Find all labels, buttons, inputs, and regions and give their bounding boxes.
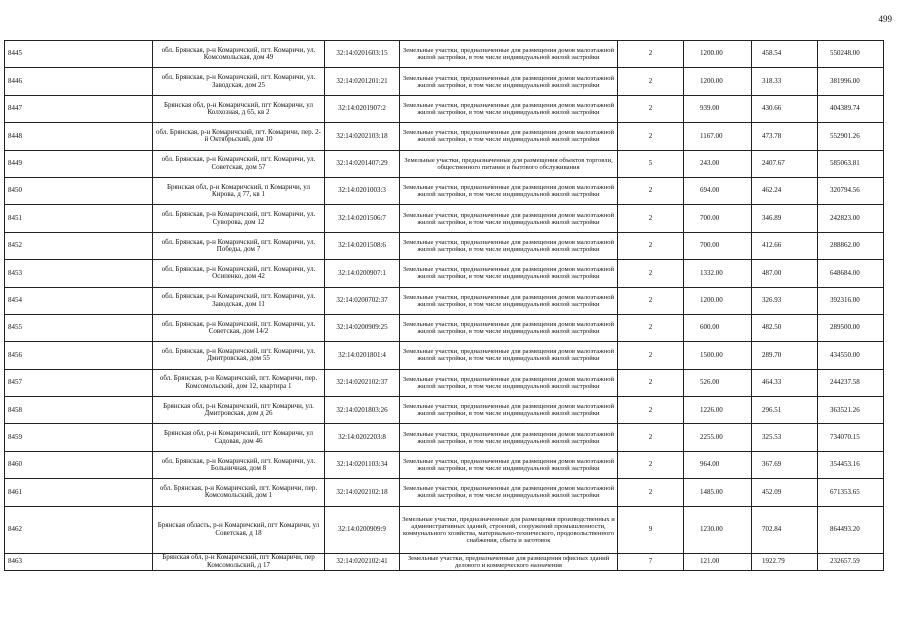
specific-value-cell: 473.78 [752,123,818,150]
cadastral-value-cell: 320794.56 [818,177,884,204]
address-cell: Брянская область, р-н Комаричский, пгт Комаричи, ул Советская, д 18 [153,506,325,553]
cadastral-number-cell: 32:14:0201103:34 [325,451,400,478]
area-cell: 121.00 [684,553,752,570]
use-group-cell: 2 [618,287,684,314]
row-number-cell: 8461 [5,479,153,506]
cadastral-number-cell: 32:14:0202102:37 [325,369,400,396]
use-group-cell: 7 [618,553,684,570]
area-cell: 2255.00 [684,424,752,451]
land-use-cell: Земельные участки, предназначенные для размещения домов малоэтажной жилой застройки, в том числе индивидуальной жилой застройки [400,451,618,478]
area-cell: 526.00 [684,369,752,396]
cadastral-value-cell: 671353.65 [818,479,884,506]
use-group-cell: 2 [618,95,684,122]
row-number-cell: 8459 [5,424,153,451]
address-cell: обл. Брянская, р-н Комаричский, пгт. Комаричи, ул. Победы, дом 7 [153,232,325,259]
address-cell: обл. Брянская, р-н Комаричский, пгт. Комаричи, ул. Больничная, дом 8 [153,451,325,478]
area-cell: 1200.00 [684,287,752,314]
land-use-cell: Земельные участки, предназначенные для размещения домов малоэтажной жилой застройки, в том числе индивидуальной жилой застройки [400,95,618,122]
specific-value-cell: 325.53 [752,424,818,451]
address-cell: обл. Брянская, р-н Комаричский, пгт. Комаричи, ул. Дмитровская, дом 55 [153,342,325,369]
cadastral-number-cell: 32:14:0202203:8 [325,424,400,451]
address-cell: обл. Брянская, р-н Комаричский, пгт. Комаричи, ул. Суворова, дом 12 [153,205,325,232]
land-use-cell: Земельные участки, предназначенные для размещения домов малоэтажной жилой застройки, в том числе индивидуальной жилой застройки [400,68,618,95]
cadastral-number-cell: 32:14:0202102:41 [325,553,400,570]
table-row [5,342,884,369]
cadastral-value-cell: 354453.16 [818,451,884,478]
use-group-cell: 2 [618,205,684,232]
row-number-cell: 8452 [5,232,153,259]
cadastral-value-cell: 232657.59 [818,553,884,570]
land-use-cell: Земельные участки, предназначенные для размещения домов малоэтажной жилой застройки, в том числе индивидуальной жилой застройки [400,287,618,314]
specific-value-cell: 487.00 [752,260,818,287]
use-group-cell: 2 [618,342,684,369]
row-number-cell: 8458 [5,397,153,424]
table-row [5,205,884,232]
use-group-cell: 2 [618,68,684,95]
cadastral-number-cell: 32:14:0201003:3 [325,177,400,204]
address-cell: обл. Брянская, р-н Комаричский, пгт. Комаричи, пер. Комсомольский, дом 12, квартира 1 [153,369,325,396]
specific-value-cell: 462.24 [752,177,818,204]
specific-value-cell: 326.93 [752,287,818,314]
land-use-cell: Земельные участки, предназначенные для размещения домов малоэтажной жилой застройки, в том числе индивидуальной жилой застройки [400,41,618,68]
use-group-cell: 2 [618,232,684,259]
cadastral-number-cell: 32:14:0201801:4 [325,342,400,369]
address-cell: Брянская обл, р-н Комаричский, пгт Комаричи, пер Комсомольский, д 17 [153,553,325,570]
cadastral-number-cell: 32:14:0201907:2 [325,95,400,122]
cadastral-number-cell: 32:14:0201603:15 [325,41,400,68]
row-number-cell: 8450 [5,177,153,204]
specific-value-cell: 2407.67 [752,150,818,177]
cadastral-number-cell: 32:14:0201506:7 [325,205,400,232]
area-cell: 939.00 [684,95,752,122]
table-row [5,314,884,341]
row-number-cell: 8445 [5,41,153,68]
row-number-cell: 8448 [5,123,153,150]
land-use-cell: Земельные участки, предназначенные для размещения домов малоэтажной жилой застройки, в том числе индивидуальной жилой застройки [400,479,618,506]
cadastral-value-table [4,40,884,571]
table-row [5,41,884,68]
cadastral-value-cell: 363521.26 [818,397,884,424]
land-use-cell: Земельные участки, предназначенные для размещения домов малоэтажной жилой застройки, в том числе индивидуальной жилой застройки [400,205,618,232]
table-row [5,397,884,424]
use-group-cell: 2 [618,369,684,396]
table-row [5,287,884,314]
address-cell: обл. Брянская, р-н Комаричский, пгт. Комаричи, ул. Заводская, дом 11 [153,287,325,314]
use-group-cell: 2 [618,41,684,68]
specific-value-cell: 482.50 [752,314,818,341]
cadastral-value-cell: 289500.00 [818,314,884,341]
specific-value-cell: 430.66 [752,95,818,122]
table-body [5,41,884,571]
row-number-cell: 8462 [5,506,153,553]
table-row [5,451,884,478]
specific-value-cell: 289.70 [752,342,818,369]
use-group-cell: 2 [618,424,684,451]
specific-value-cell: 346.89 [752,205,818,232]
use-group-cell: 2 [618,123,684,150]
land-use-cell: Земельные участки, предназначенные для размещения домов малоэтажной жилой застройки, в том числе индивидуальной жилой застройки [400,314,618,341]
area-cell: 1200.00 [684,68,752,95]
cadastral-value-cell: 288862.00 [818,232,884,259]
area-cell: 1226.00 [684,397,752,424]
row-number-cell: 8447 [5,95,153,122]
cadastral-value-cell: 552901.26 [818,123,884,150]
area-cell: 1485.00 [684,479,752,506]
specific-value-cell: 452.09 [752,479,818,506]
cadastral-value-cell: 434550.00 [818,342,884,369]
cadastral-number-cell: 32:14:0201407:29 [325,150,400,177]
land-use-cell: Земельные участки, предназначенные для размещения домов малоэтажной жилой застройки, в том числе индивидуальной жилой застройки [400,424,618,451]
area-cell: 600.00 [684,314,752,341]
use-group-cell: 2 [618,177,684,204]
area-cell: 694.00 [684,177,752,204]
row-number-cell: 8449 [5,150,153,177]
row-number-cell: 8446 [5,68,153,95]
use-group-cell: 2 [618,451,684,478]
row-number-cell: 8454 [5,287,153,314]
cadastral-number-cell: 32:14:0201508:6 [325,232,400,259]
table-row [5,123,884,150]
cadastral-value-cell: 242823.00 [818,205,884,232]
address-cell: Брянская обл, р-н Комаричский, пгт Комаричи, ул. Дмитровская, дом д 26 [153,397,325,424]
land-use-cell: Земельные участки, предназначенные для размещения домов малоэтажной жилой застройки, в том числе индивидуальной жилой застройки [400,177,618,204]
cadastral-value-cell: 648684.00 [818,260,884,287]
land-use-cell: Земельные участки, предназначенные для размещения домов малоэтажной жилой застройки, в том числе индивидуальной жилой застройки [400,260,618,287]
land-use-cell: Земельные участки, предназначенные для размещения домов малоэтажной жилой застройки, в том числе индивидуальной жилой застройки [400,123,618,150]
table-row [5,369,884,396]
address-cell: обл. Брянская, р-н Комаричский, пгт. Комаричи, ул. Заводская, дом 25 [153,68,325,95]
land-use-cell: Земельные участки, предназначенные для размещения домов малоэтажной жилой застройки, в том числе индивидуальной жилой застройки [400,369,618,396]
row-number-cell: 8455 [5,314,153,341]
area-cell: 700.00 [684,232,752,259]
specific-value-cell: 296.51 [752,397,818,424]
specific-value-cell: 412.66 [752,232,818,259]
row-number-cell: 8460 [5,451,153,478]
cadastral-number-cell: 32:14:0200702:37 [325,287,400,314]
cadastral-value-cell: 244237.58 [818,369,884,396]
area-cell: 1230.00 [684,506,752,553]
table-row [5,95,884,122]
cadastral-value-cell: 550248.00 [818,41,884,68]
address-cell: обл. Брянская, р-н Комаричский, пгт. Комаричи, пер. Комсомольский, дом 1 [153,479,325,506]
specific-value-cell: 702.84 [752,506,818,553]
use-group-cell: 2 [618,260,684,287]
area-cell: 1167.00 [684,123,752,150]
cadastral-number-cell: 32:14:0201201:21 [325,68,400,95]
table-row [5,506,884,553]
row-number-cell: 8463 [5,553,153,570]
land-use-cell: Земельные участки, предназначенные для размещения домов малоэтажной жилой застройки, в том числе индивидуальной жилой застройки [400,342,618,369]
area-cell: 1500.00 [684,342,752,369]
table-row [5,553,884,570]
table-row [5,260,884,287]
specific-value-cell: 367.69 [752,451,818,478]
row-number-cell: 8451 [5,205,153,232]
specific-value-cell: 464.33 [752,369,818,396]
area-cell: 1200.00 [684,41,752,68]
cadastral-number-cell: 32:14:0200907:1 [325,260,400,287]
land-use-cell: Земельные участки, предназначенные для размещения производственных и административных зданий, строений, сооружений промышленности, коммунального хозяйства, материально-технического, продовольственного снабжения, сбыта и заготовок [400,506,618,553]
cadastral-value-cell: 734070.15 [818,424,884,451]
address-cell: Брянская обл, р-н Комаричский, п Комаричи, ул Кирова, д 77, кв 1 [153,177,325,204]
use-group-cell: 2 [618,314,684,341]
table-row [5,68,884,95]
table-row [5,177,884,204]
land-use-cell: Земельные участки, предназначенные для размещения домов малоэтажной жилой застройки, в том числе индивидуальной жилой застройки [400,232,618,259]
cadastral-value-cell: 404389.74 [818,95,884,122]
table-row [5,150,884,177]
table-row [5,424,884,451]
area-cell: 243.00 [684,150,752,177]
page-number: 499 [878,14,892,24]
land-use-cell: Земельные участки, предназначенные для размещения объектов торговли, общественного питания и бытового обслуживания [400,150,618,177]
cadastral-number-cell: 32:14:0202102:18 [325,479,400,506]
table-row [5,232,884,259]
address-cell: Брянская обл, р-н Комаричский, пгт Комаричи, ул Садовая, дом 46 [153,424,325,451]
use-group-cell: 2 [618,479,684,506]
land-use-cell: Земельные участки, предназначенные для размещения офисных зданий делового и коммерческого назначения [400,553,618,570]
table-row [5,479,884,506]
specific-value-cell: 318.33 [752,68,818,95]
use-group-cell: 5 [618,150,684,177]
cadastral-number-cell: 32:14:0202103:18 [325,123,400,150]
specific-value-cell: 458.54 [752,41,818,68]
land-use-cell: Земельные участки, предназначенные для размещения домов малоэтажной жилой застройки, в том числе индивидуальной жилой застройки [400,397,618,424]
area-cell: 1332.00 [684,260,752,287]
address-cell: обл. Брянская, р-н Комаричский, пгт. Комаричи, ул. Осипенко, дом 42 [153,260,325,287]
use-group-cell: 2 [618,397,684,424]
cadastral-number-cell: 32:14:0200909:9 [325,506,400,553]
use-group-cell: 9 [618,506,684,553]
cadastral-number-cell: 32:14:0200909:25 [325,314,400,341]
row-number-cell: 8457 [5,369,153,396]
address-cell: обл. Брянская, р-н Комаричский, пгт. Комаричи, ул. Советская, дом 14/2 [153,314,325,341]
address-cell: обл. Брянская, р-н Комаричский, пгт. Комаричи, ул. Советская, дом 57 [153,150,325,177]
cadastral-value-cell: 864493.20 [818,506,884,553]
area-cell: 700.00 [684,205,752,232]
area-cell: 964.00 [684,451,752,478]
address-cell: Брянская обл, р-н Комаричский, пгт Комаричи, ул Колхозная, д 65, кв 2 [153,95,325,122]
cadastral-value-cell: 381996.00 [818,68,884,95]
address-cell: обл. Брянская, р-н Комаричский, пгт. Комаричи, пер. 2-й Октябрьский, дом 10 [153,123,325,150]
cadastral-value-cell: 392316.00 [818,287,884,314]
cadastral-number-cell: 32:14:0201803:26 [325,397,400,424]
address-cell: обл. Брянская, р-н Комаричский, пгт. Комаричи, ул. Комсомольская, дом 49 [153,41,325,68]
row-number-cell: 8453 [5,260,153,287]
specific-value-cell: 1922.79 [752,553,818,570]
cadastral-value-cell: 585063.81 [818,150,884,177]
row-number-cell: 8456 [5,342,153,369]
